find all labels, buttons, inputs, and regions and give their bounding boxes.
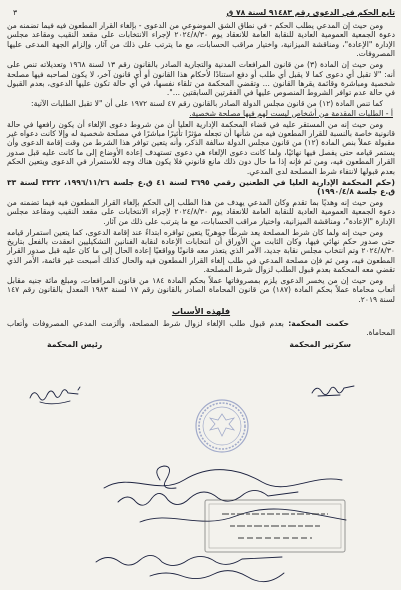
bottom-note-line-2 [150, 571, 284, 582]
judgment-text [7, 8, 395, 349]
court-seal [196, 400, 248, 452]
signature-labels [7, 339, 395, 349]
reasons-heading: فلهذه الأسباب [171, 306, 231, 317]
seal-outer-ring [196, 400, 248, 452]
paragraph-interest-lapsed: ومن حيث إنه ولما كان شرط المصلحة يعد شرطًا جوهريًا يتعين توافره ابتداءً عند إقامة الدعوى، كما يتعين استمرار قيامه حتى صدور حكم نهائي فيها، وكان الثابت من الأوراق أن انتخابات الإعادة لنقابة الفنانين التشكيليين انعقدت بالفعل بتاريخ ٢٠٢٤/٨/٣٠ وتم انتخاب مجلس نقابة جديد، الأمر الذي يتعذر معه قانونًا وواقعيًا إعادة الحال إلى ما كان عليه قبل صدور القرار المطعون فيه، ومن ثم فإن مصلحة المدعي في طلب إلغاء القرار المطعون فيه والحال كذلك أصبحت غير قائمة، الأمر الذي تقضي معه المحكمة بعدم قبول الطلب لزوال شرط المصلحة. [7, 227, 395, 275]
president-label: رئيس المحكمة [47, 340, 103, 349]
bottom-note-line-1 [96, 555, 282, 565]
president-signature [30, 387, 80, 404]
seal-emblem [210, 414, 234, 436]
verdict-text: بعدم قبول طلب الإلغاء لزوال شرط المصلحة، وألزمت المدعي المصروفات وأتعاب المحاماة. [7, 318, 395, 338]
seal-inner-ring [203, 407, 241, 445]
page-header [7, 8, 395, 21]
verdict-label: حكمت المحكمة: [288, 318, 349, 328]
paragraph-article-3: ومن حيث إن المادة (٣) من قانون المرافعات المدنية والتجارية الصادر بالقانون رقم ١٣ لسنة ١٩٦٨ وتعديلاته تنص على أنه: "لا تقبل أي دعوى كما لا يقبل أي طلب أو دفع استنادًا لأحكام هذا القانون أو أي قانون آخر، لا يكون لصاحبه فيها مصلحة شخصية ومباشرة وقائمة يقرها القانون ... وتقضي المحكمة من تلقاء نفسها، في أي حالة تكون عليها الدعوى، بعدم القبول في حالة عدم توافر الشروط المنصوص عليها في الفقرتين السابقتين ...". [7, 60, 395, 98]
paragraph-costs: ومن حيث إن من يخسر الدعوى يلزم بمصروفاتها عملاً بحكم المادة ١٨٤ من قانون المرافعات، ومبلغ مائة جنيه مقابل أتعاب محاماة عملاً بحكم المادة (١٨٧) من قانون المحاماة الصادر بالقانون رقم ١٧ لسنة ١٩٨٣ المعدل بالقانون رقم ١٤٧ لسنة ٢٠١٩. [7, 276, 396, 304]
signatures-and-stamps [0, 384, 401, 584]
article-12-item-a: أ - الطلبات المقدمة من أشخاص ليست لهم فيها مصلحة شخصية. [189, 108, 393, 118]
bottom-handwriting [96, 555, 284, 581]
endorsement-line-1 [104, 470, 342, 488]
paragraph-claims: ومن حيث إن المدعي يطلب الحكم - في نطاق الشق الموضوعي من الدعوى - بإلغاء القرار المطعون فيه فيما تضمنه من دعوة الجمعية العمومية العادية للنقابة العامة للانعقاد يوم ٢٠٢٤/٨/٣٠ لإجراء الانتخابات على مقعد النقيب ومقاعد مجلس الإدارة "الإعادة"، ومناقشة الميزانية، واختيار مراقب الحسابات، مع ما يترتب على ذلك من آثار، وإلزام الجهة المدعى عليها المصروفات. [7, 21, 395, 59]
secretary-label: سكرتير المحكمة [289, 340, 351, 349]
secretary-signature [312, 386, 354, 396]
endorsement-line-3 [140, 509, 346, 522]
page-number: ٣ [13, 8, 18, 17]
paragraph-jurisprudence: ومن حيث إنه من المستقر عليه في قضاء المحكمة الإدارية العليا أن من شروط دعوى الإلغاء أن يكون رافعها في حالة قانونية خاصة بالنسبة للقرار المطعون فيه من شأنها أن تجعله مؤثرًا تأثيرًا مباشرًا في مصلحة شخصية له وإلا كانت دعواه غير مقبولة عملاً بنص المادة (١٢) من قانون مجلس الدولة سالفة الذكر، وأنه يتعين توافر هذا الشرط من وقت إقامة الدعوى وأن يستمر قيامه حتى يفصل فيها نهائيًا، ولما كانت دعوى الإلغاء هي دعوى تستهدف إعادة الأوضاع إلى ما كانت عليه قبل صدور القرار المطعون فيه، ومن ثم فإنه إذا ما حال دون ذلك مانع قانوني فلا يكون هناك وجه للاستمرار في الدعوى ويتعين الحكم بعدم قبولها لانتفاء شرط المصلحة لدى المدعي. [7, 119, 396, 176]
case-header: تابع الحكم في الدعوى رقم ٩١٤٨٣ لسنة ٧٨ ق [226, 8, 395, 17]
court-stamp [205, 500, 345, 552]
verdict [7, 319, 395, 338]
seal-lettering-ring [199, 403, 245, 449]
paragraph-article-12: كما تنص المادة (١٢) من قانون مجلس الدولة الصادر بالقانون رقم ٤٧ لسنة ١٩٧٢ على أن "لا تقبل الطلبات الآتية: [31, 99, 383, 109]
endorsement-line-2 [118, 490, 298, 505]
paragraph-application: ومن حيث إنه وهديًا بما تقدم وكان المدعي يهدف من هذا الطلب إلى الحكم بإلغاء القرار المطعون فيه فيما تضمنه من دعوة الجمعية العمومية العادية للنقابة العامة للانعقاد يوم ٢٠٢٤/٨/٣٠ لإجراء الانتخابات على مقعد النقيب ومقاعد مجلس الإدارة "الإعادة"، ومناقشة الميزانية، واختيار مراقب الحسابات، مع ما يترتب على ذلك من آثار. [7, 197, 395, 226]
jurisprudence-citation: (حكم المحكمة الإدارية العليا في الطعنين رقمي ٣٦٩٥ لسنة ٤١ ق.ع جلسة ١٩٩٦/١١/٢٦، ٣٣٢٢ لسنة ٣٣ ق.ع جلسة ١٩٩٠/٤/٨) [7, 177, 395, 196]
